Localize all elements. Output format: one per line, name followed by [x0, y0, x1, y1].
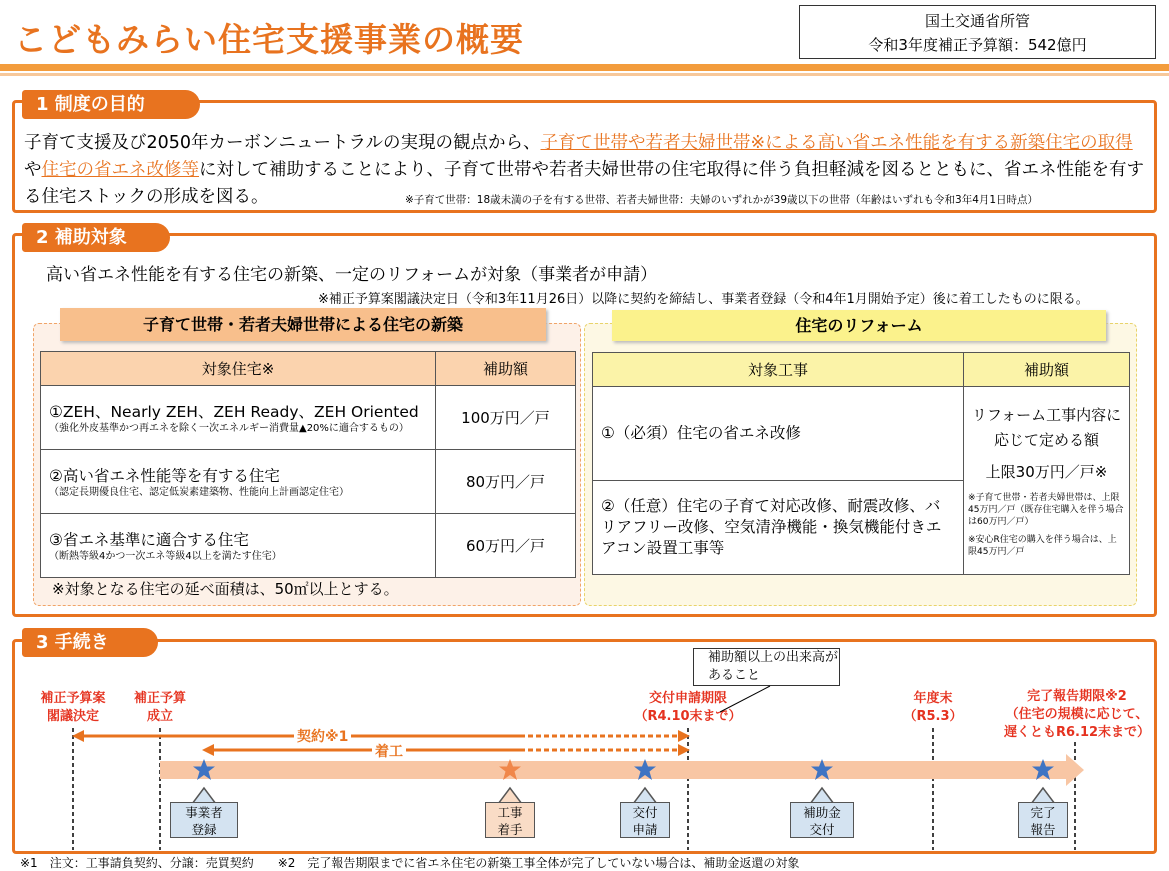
construction-arrow-left-head [202, 744, 214, 756]
label-line: （R5.3） [903, 709, 963, 724]
row-main: ③省エネ基準に適合する住宅 [49, 530, 249, 549]
callout-pointer [720, 686, 770, 712]
subsidy-note: ※補正予算案閣議決定日（令和3年11月26日）以降に契約を締結し、事業者登録（令和4年1月開始予定）後に着工したものに限る。 [318, 292, 1089, 307]
row-sub: （強化外皮基準かつ再エネを除く一次エネルギー消費量▲20%に適合するもの） [49, 422, 409, 434]
step-line: 交付 [809, 822, 835, 837]
procedure-footnote: ※1 注文：工事請負契約、分譲：売買契約 ※2 完了報告期限までに省エネ住宅の新築工事全体が完了していない場合は、補助金返還の対象 [20, 856, 800, 870]
purpose-text-c: や [24, 160, 42, 180]
row-main: ①ZEH、Nearly ZEH、ZEH Ready、ZEH Oriented [49, 402, 419, 421]
new-build-col-amount: 補助額 [436, 352, 576, 386]
label-line: （住宅の規模に応じて、 [1005, 707, 1149, 722]
budget-amount: 令和3年度補正予算額：542億円 [868, 36, 1087, 54]
reform-row-optional: ②（任意）住宅の子育て対応改修、耐震改修、バリアフリー改修、空気清浄機能・換気機能付きエアコン設置工事等 [593, 481, 964, 575]
purpose-highlight-new-build: 子育て世帯や若者夫婦世帯※による高い省エネ性能を有する新築住宅の取得 [540, 133, 1133, 153]
reform-amount-cap: 上限30万円／戸※ [985, 463, 1108, 481]
construction-label: 着工 [372, 741, 406, 761]
label-line: （R4.10末まで） [634, 709, 742, 724]
section-purpose-tab: 1 制度の目的 [22, 90, 200, 119]
step-line: 報告 [1030, 822, 1056, 837]
label-line: 年度末 [913, 691, 953, 706]
contract-arrow-left-head [72, 730, 84, 742]
label-line: 補正予算案 [40, 691, 106, 706]
reform-row-required: ①（必須）住宅の省エネ改修 [593, 387, 964, 481]
step-subsidy-payment [790, 802, 854, 838]
step-construction-start [485, 802, 535, 838]
step-line: 工事 [497, 805, 523, 820]
section-procedure-tab: 3 手続き [22, 628, 158, 657]
timeline-bar [160, 761, 1068, 779]
reform-amount-note2: ※安心R住宅の購入を伴う場合は、上限45万円／戸 [968, 535, 1117, 557]
step-line: 補助金 [803, 805, 841, 820]
step-line: 交付 [632, 805, 658, 820]
label-line: 閣議決定 [46, 709, 99, 724]
step-line: 事業者 [185, 805, 223, 820]
page-title: こどもみらい住宅支援事業の概要 [14, 20, 524, 59]
step-line: 着手 [497, 822, 523, 837]
new-build-title: 子育て世帯・若者夫婦世帯による住宅の新築 [60, 308, 546, 341]
ministry-name: 国土交通省所管 [924, 12, 1030, 30]
row-sub: （断熱等級4かつ一次エネ等級4以上を満たす住宅） [49, 550, 282, 562]
label-line: 完了報告期限※2 [1027, 689, 1127, 704]
label-line: 遅くともR6.12末まで） [1003, 725, 1151, 740]
subsidy-lead: 高い省エネ性能を有する住宅の新築、一定のリフォームが対象（事業者が申請） [46, 265, 658, 285]
label-line: 補正予算 [133, 691, 186, 706]
floor-area-note: ※対象となる住宅の延べ面積は、50㎡以上とする。 [52, 580, 399, 598]
step-completion-report [1018, 802, 1068, 838]
reform-col-work: 対象工事 [593, 353, 964, 387]
row-amount: 80万円／戸 [436, 450, 576, 514]
label-line: 成立 [146, 709, 173, 724]
row-main: ②高い省エネ性能等を有する住宅 [49, 466, 280, 485]
step-line: 登録 [191, 822, 217, 837]
new-build-col-house: 対象住宅※ [41, 352, 436, 386]
step-line: 申請 [632, 822, 658, 837]
purpose-text-e: に対して補助することにより、子育て世帯や若者夫婦世帯の住宅取得に伴う負担軽減を図るとともに、省エネ性能を有する住宅ストックの形成を図る。 [24, 160, 1144, 207]
purpose-text-a: 子育て支援及び2050年カーボンニュートラルの実現の観点から、 [24, 133, 541, 153]
step-application [620, 802, 670, 838]
progress-callout: 補助額以上の出来高があること [693, 648, 840, 686]
reform-col-amount: 補助額 [964, 353, 1130, 387]
reform-amount-note1: ※子育て世帯・若者夫婦世帯は、上限45万円／戸（既存住宅購入を伴う場合は60万円／戸） [968, 493, 1124, 527]
purpose-note: ※子育て世帯：18歳未満の子を有する世帯、若者夫婦世帯：夫婦のいずれかが39歳以下の世帯（年齢はいずれも令和3年4月1日時点） [405, 194, 1039, 206]
step-line: 完了 [1030, 805, 1056, 820]
reform-amount-text: リフォーム工事内容に応じて定める額 [971, 406, 1122, 449]
label-line: 交付申請期限 [648, 691, 727, 706]
row-amount: 60万円／戸 [436, 514, 576, 578]
section-subsidy-target-tab: 2 補助対象 [22, 223, 170, 252]
reform-title: 住宅のリフォーム [612, 310, 1106, 341]
row-sub: （認定長期優良住宅、認定低炭素建築物、性能向上計画認定住宅） [49, 486, 349, 498]
purpose-highlight-reform: 住宅の省エネ改修等 [41, 160, 199, 180]
contract-label: 契約※1 [294, 726, 351, 746]
step-registration [170, 802, 238, 838]
row-amount: 100万円／戸 [436, 386, 576, 450]
